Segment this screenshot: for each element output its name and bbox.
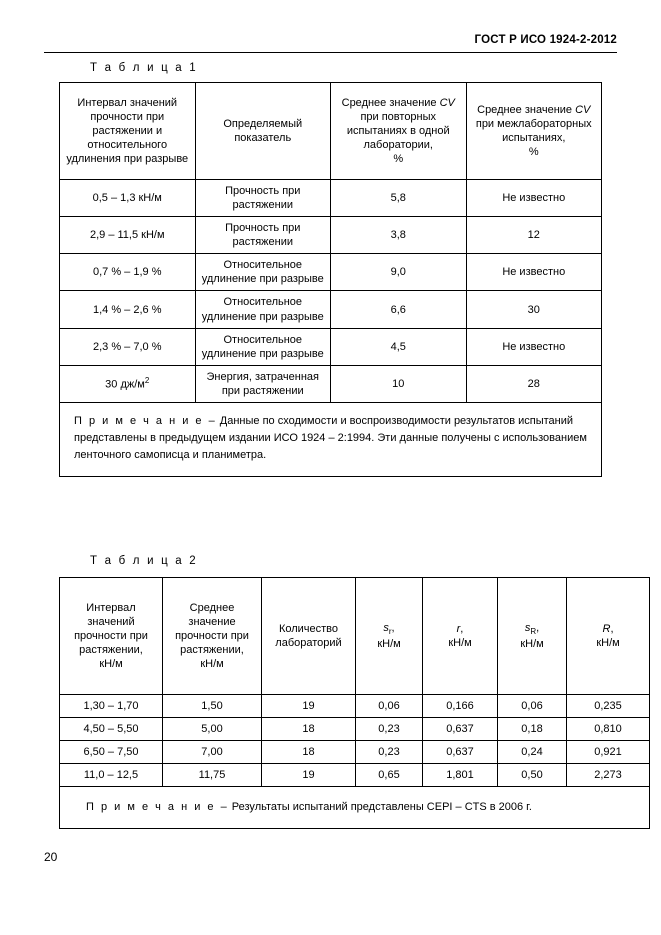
table-note-row (60, 402, 602, 476)
cell-property: Относительное удлинение при разрыве (195, 254, 331, 291)
cell-interval: 2,3 % – 7,0 % (60, 328, 196, 365)
document-header: ГОСТ Р ИСО 1924-2-2012 (474, 34, 617, 46)
table-1-col-0: Интервал значений прочности при растяжении и относительного удлинения при разрыве (60, 83, 196, 180)
table-2-note (60, 787, 650, 829)
table-row (60, 695, 650, 718)
cell-cv-repeat: 5,8 (331, 180, 467, 217)
cell-cv-repeat: 3,8 (331, 217, 467, 254)
cell-cv-interlab: 30 (466, 291, 602, 328)
table-note-row (60, 787, 650, 829)
cell-r: 0,637 (423, 718, 498, 741)
table-header-row (60, 578, 650, 695)
cell-property: Энергия, затраченная при растяжении (195, 365, 331, 402)
cell-sr: 0,23 (356, 718, 423, 741)
cell-r: 0,637 (423, 741, 498, 764)
cell-labs: 19 (262, 695, 356, 718)
table-2-col-5: $s_R$, кН/м (498, 578, 567, 695)
table-2-col-3: $s_r$, кН/м (356, 578, 423, 695)
cell-interval: 4,50 – 5,50 (60, 718, 163, 741)
cell-property: Относительное удлинение при разрыве (195, 328, 331, 365)
table-row (60, 741, 650, 764)
table-1 (59, 82, 602, 477)
table-2-col-6: R, кН/м (567, 578, 650, 695)
cell-cv-interlab: 28 (466, 365, 602, 402)
cell-R: 0,235 (567, 695, 650, 718)
note-text: Результаты испытаний представлены CEPI – CTS в 2006 г. (231, 801, 532, 814)
table-row (60, 328, 602, 365)
cell-mean: 11,75 (163, 764, 262, 787)
cell-sr: 0,65 (356, 764, 423, 787)
cell-mean: 5,00 (163, 718, 262, 741)
cell-sR: 0,18 (498, 718, 567, 741)
cell-cv-repeat: 4,5 (331, 328, 467, 365)
table-2-col-4: r, кН/м (423, 578, 498, 695)
table-2-caption: Т а б л и ц а 2 (90, 555, 198, 567)
cell-R: 0,810 (567, 718, 650, 741)
cell-interval: 11,0 – 12,5 (60, 764, 163, 787)
table-row (60, 254, 602, 291)
cell-labs: 18 (262, 718, 356, 741)
cell-property: Прочность при растяжении (195, 180, 331, 217)
cell-labs: 18 (262, 741, 356, 764)
note-label: П р и м е ч а н и е – (74, 414, 217, 427)
table-row (60, 764, 650, 787)
cell-cv-repeat: 10 (331, 365, 467, 402)
cell-labs: 19 (262, 764, 356, 787)
cell-cv-interlab: Не известно (466, 254, 602, 291)
cell-sR: 0,24 (498, 741, 567, 764)
cell-cv-interlab: 12 (466, 217, 602, 254)
cell-property: Относительное удлинение при разрыве (195, 291, 331, 328)
cell-cv-repeat: 9,0 (331, 254, 467, 291)
table-2 (59, 577, 650, 829)
table-2-col-0: Интервал значений прочности при растяжении, кН/м (60, 578, 163, 695)
table-1-col-3: Среднее значение CV при межлабораторных испытаниях, % (466, 83, 602, 180)
cell-interval: 0,5 – 1,3 кН/м (60, 180, 196, 217)
cell-interval: 1,4 % – 2,6 % (60, 291, 196, 328)
cell-interval: 0,7 % – 1,9 % (60, 254, 196, 291)
table-1-note (60, 402, 602, 476)
cell-interval: 6,50 – 7,50 (60, 741, 163, 764)
cell-R: 2,273 (567, 764, 650, 787)
note-text: Данные по сходимости и воспроизводимости результатов испытаний представлены в предыдущем издании ИСО 1924 – 2:1994. Эти данные получены с использованием ленточного самописца и планиметра. (74, 414, 587, 462)
table-row (60, 180, 602, 217)
cell-R: 0,921 (567, 741, 650, 764)
cell-sR: 0,50 (498, 764, 567, 787)
cell-r: 1,801 (423, 764, 498, 787)
cell-cv-interlab: Не известно (466, 180, 602, 217)
cell-sr: 0,23 (356, 741, 423, 764)
note-label: П р и м е ч а н и е – (86, 801, 229, 814)
cell-cv-interlab: Не известно (466, 328, 602, 365)
cell-interval: 30 $дж/м^2$ (60, 365, 196, 402)
cell-cv-repeat: 6,6 (331, 291, 467, 328)
page-number: 20 (44, 850, 58, 864)
cell-sr: 0,06 (356, 695, 423, 718)
table-header-row (60, 83, 602, 180)
cell-property: Прочность при растяжении (195, 217, 331, 254)
cell-r: 0,166 (423, 695, 498, 718)
table-1-caption: Т а б л и ц а 1 (90, 62, 198, 74)
cell-mean: 1,50 (163, 695, 262, 718)
table-row (60, 718, 650, 741)
cell-mean: 7,00 (163, 741, 262, 764)
cell-interval: 1,30 – 1,70 (60, 695, 163, 718)
table-row (60, 291, 602, 328)
table-row (60, 365, 602, 402)
table-2-col-1: Среднее значение прочности при растяжении, кН/м (163, 578, 262, 695)
table-1-col-1: Определяемый показатель (195, 83, 331, 180)
table-row (60, 217, 602, 254)
header-divider (44, 52, 617, 53)
table-2-col-2: Количество лабораторий (262, 578, 356, 695)
table-1-col-2: Среднее значение CV при повторных испытаниях в одной лаборатории, % (331, 83, 467, 180)
cell-interval: 2,9 – 11,5 кН/м (60, 217, 196, 254)
cell-sR: 0,06 (498, 695, 567, 718)
